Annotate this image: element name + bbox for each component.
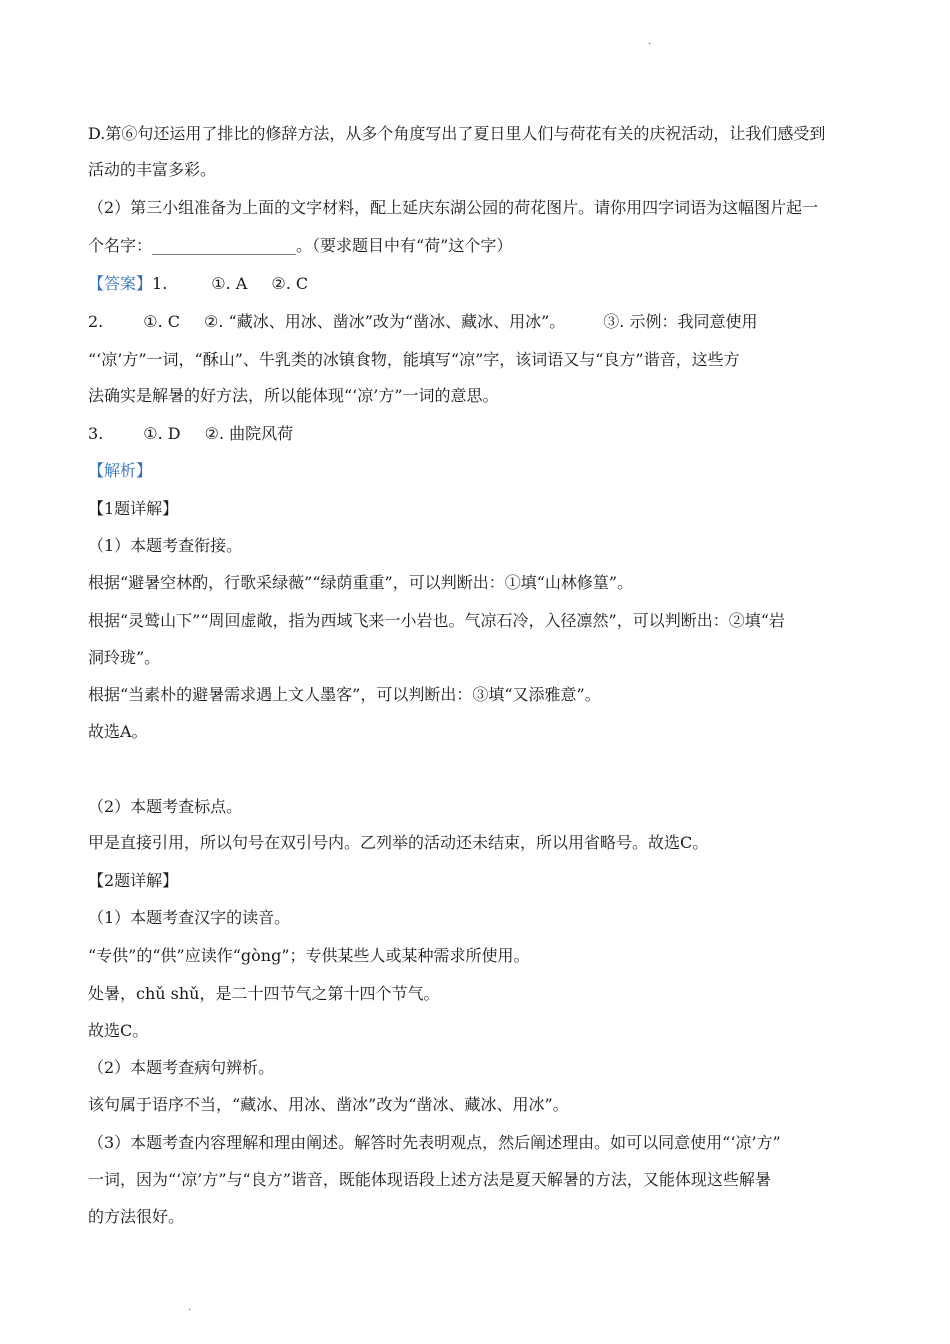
answer-3-part-a: ①. D xyxy=(143,424,181,443)
q1-line-7: （2）本题考查标点。 xyxy=(88,797,243,816)
q2-line-9: 的方法很好。 xyxy=(88,1207,185,1226)
answer-2-line-2: “‘凉’方”一词，“酥山”、牛乳类的冰镇食物，能填写“凉”字，该词语又与“良方”谐音，这些方 xyxy=(88,350,740,369)
q2-line-8: 一词，因为“‘凉’方”与“良方”谐音，既能体现语段上述方法是夏天解暑的方法，又能体现这些解暑 xyxy=(88,1170,771,1189)
answer-row-3 xyxy=(88,424,293,444)
q1-line-6: 故选A。 xyxy=(88,722,148,741)
q1-heading: 【1题详解】 xyxy=(88,499,179,518)
q1-line-4: 洞玲珑”。 xyxy=(88,648,161,667)
answer-1-part-a: ①. A xyxy=(211,274,248,293)
question-2-line-1: （2）第三小组准备为上面的文字材料，配上延庆东湖公园的荷花图片。请你用四字词语为这幅图片起一 xyxy=(88,198,819,217)
answer-3-number: 3. xyxy=(88,424,104,443)
option-d-line-1: D.第⑥句还运用了排比的修辞方法，从多个角度写出了夏日里人们与荷花有关的庆祝活动，让我们感受到 xyxy=(88,124,826,143)
q1-line-8: 甲是直接引用，所以句号在双引号内。乙列举的活动还未结束，所以用省略号。故选C。 xyxy=(88,833,709,852)
footer-mark: . xyxy=(188,1302,192,1313)
answer-2-part-a: ①. C xyxy=(143,312,181,331)
q2-line-6: 该句属于语序不当，“藏冰、用冰、凿冰”改为“凿冰、藏冰、用冰”。 xyxy=(88,1095,569,1114)
q2-line-2: “专供”的“供”应读作“gòng”；专供某些人或某种需求所使用。 xyxy=(88,946,530,965)
q2-line-1: （1）本题考查汉字的读音。 xyxy=(88,908,291,927)
question-2-line-2: 个名字：__________________。（要求题目中有“荷”这个字） xyxy=(88,236,513,255)
answer-label: 【答案】 xyxy=(88,274,153,293)
answer-2-line-3: 法确实是解暑的好方法，所以能体现“‘凉’方”一词的意思。 xyxy=(88,386,499,405)
q1-line-5: 根据“当素朴的避暑需求遇上文人墨客”，可以判断出：③填“又添雅意”。 xyxy=(88,685,601,704)
answer-row-2 xyxy=(88,312,757,332)
answer-2-part-b: ②. “藏冰、用冰、凿冰”改为“凿冰、藏冰、用冰”。 xyxy=(204,312,566,331)
header-mark: . xyxy=(648,36,652,47)
q2-line-4: 故选C。 xyxy=(88,1021,149,1040)
answer-2-part-c: ③. 示例：我同意使用 xyxy=(603,312,758,331)
option-d-line-2: 活动的丰富多彩。 xyxy=(88,160,217,179)
q1-line-1: （1）本题考查衔接。 xyxy=(88,536,243,555)
q2-line-7: （3）本题考查内容理解和理由阐述。解答时先表明观点，然后阐述理由。如可以同意使用“‘凉’方” xyxy=(88,1133,781,1152)
q2-line-3: 处暑，chǔ shǔ，是二十四节气之第十四个节气。 xyxy=(88,984,440,1003)
answer-3-part-b: ②. 曲院风荷 xyxy=(204,424,294,443)
analysis-label: 【解析】 xyxy=(88,461,153,480)
q1-line-2: 根据“避暑空林酌，行歌采绿薇”“绿荫重重”，可以判断出：①填“山林修篁”。 xyxy=(88,573,634,592)
answer-1-part-b: ②. C xyxy=(271,274,309,293)
q1-line-3: 根据“灵鹫山下”“周回虚敞，指为西域飞来一小岩也。气凉石冷，入径凛然”，可以判断出：②填“岩 xyxy=(88,611,785,630)
q2-line-5: （2）本题考查病句辨析。 xyxy=(88,1058,275,1077)
q2-heading: 【2题详解】 xyxy=(88,871,179,890)
answer-2-number: 2. xyxy=(88,312,104,331)
answer-row-1 xyxy=(88,274,308,294)
answer-1-number: 1. xyxy=(152,274,168,293)
